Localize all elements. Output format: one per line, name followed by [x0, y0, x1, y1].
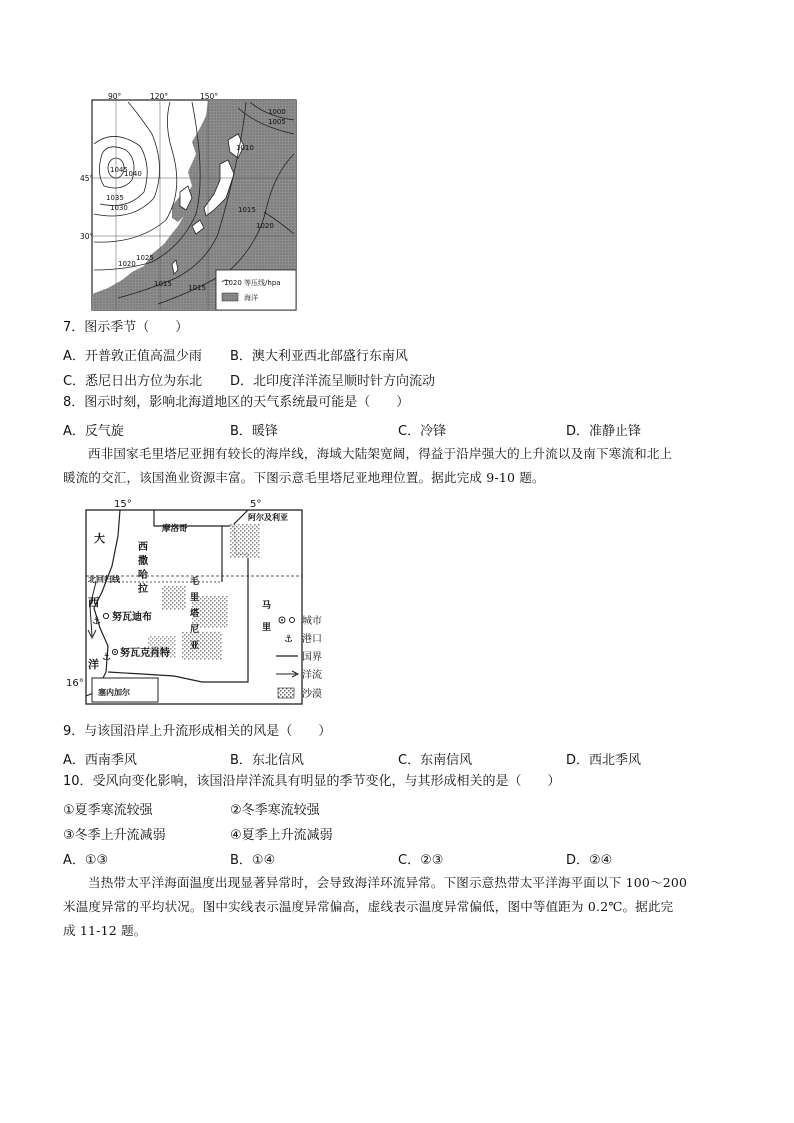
port-icon: ⚓	[102, 652, 111, 663]
question-8-option-a[interactable]: A．反气旋	[63, 424, 124, 439]
isobar-label: 1010	[236, 144, 254, 152]
isobar-label: 1045	[110, 166, 128, 174]
label-mauritania: 毛	[190, 577, 200, 587]
question-10-option-c[interactable]: C．②③	[398, 853, 444, 868]
question-7-option-b[interactable]: B．澳大利亚西北部盛行东南风	[230, 349, 408, 364]
isobar-label: 1020	[118, 260, 136, 268]
label-mauritania: 里	[190, 593, 200, 603]
label-atlantic: 西	[88, 596, 99, 609]
isobar-label: 1025	[136, 254, 154, 262]
isobar-label: 1015	[154, 280, 172, 288]
question-10-statement-3: ③冬季上升流减弱	[63, 828, 166, 843]
question-10-stem: 10．受风向变化影响，该国沿岸洋流具有明显的季节变化，与其形成相关的是（ ）	[63, 774, 561, 789]
isobar-label: 1015	[188, 284, 206, 292]
question-10-option-b[interactable]: B．①④	[230, 853, 276, 868]
question-10-statement-1: ①夏季寒流较强	[63, 803, 153, 818]
isobar-label: 1035	[106, 194, 124, 202]
question-10-statement-2: ②冬季寒流较强	[230, 803, 320, 818]
lon-label: 90°	[108, 92, 122, 101]
isobar-label: 1000	[268, 108, 286, 116]
lat-label: 16°	[66, 678, 84, 689]
legend-city: 城市	[302, 616, 322, 627]
label-mali: 里	[262, 623, 272, 633]
question-9-option-b[interactable]: B．东北信风	[230, 753, 304, 768]
question-7-option-a[interactable]: A．开普敦正值高温少雨	[63, 349, 202, 364]
label-algeria: 阿尔及利亚	[248, 513, 288, 522]
label-tropic: 北回归线	[88, 575, 120, 584]
intro-9-10-line2: 暖流的交汇，该国渔业资源丰富。下图示意毛里塔尼亚地理位置。据此完成 9-10 题。	[63, 470, 545, 485]
question-10-statement-4: ④夏季上升流减弱	[230, 828, 333, 843]
question-7-option-c[interactable]: C．悉尼日出方位为东北	[63, 374, 203, 389]
label-city-nouakchott: 努瓦克肖特	[120, 648, 170, 659]
isobar-label: 1040	[124, 170, 142, 178]
legend-border: 国界	[302, 652, 322, 663]
legend-isobar-label: 1020 等压线/hpa	[224, 279, 281, 287]
label-senegal: 塞内加尔	[98, 688, 130, 697]
question-10-option-a[interactable]: A．①③	[63, 853, 109, 868]
lat-label: 45°	[80, 174, 94, 183]
lon-label: 5°	[250, 499, 262, 510]
question-9-option-d[interactable]: D．西北季风	[566, 753, 642, 768]
label-morocco: 摩洛哥	[162, 524, 188, 534]
intro-11-12-line1: 当热带太平洋海面温度出现显著异常时，会导致海洋环流异常。下图示意热带太平洋海平面以下 100～200	[88, 875, 688, 890]
legend-port: 港口	[302, 634, 322, 645]
lon-label: 150°	[200, 92, 219, 101]
label-western-sahara: 哈	[138, 570, 148, 581]
isobar-label: 1005	[268, 118, 286, 126]
isobar-map	[80, 92, 298, 312]
lon-label: 120°	[150, 92, 169, 101]
mauritania-map	[62, 496, 340, 706]
legend-desert: 沙漠	[302, 689, 322, 700]
question-10-option-d[interactable]: D．②④	[566, 853, 613, 868]
port-icon: ⚓	[92, 616, 101, 627]
question-9-option-a[interactable]: A．西南季风	[63, 753, 137, 768]
label-atlantic: 大	[94, 532, 105, 545]
lat-label: 30°	[80, 232, 94, 241]
question-7-option-d[interactable]: D．北印度洋洋流呈顺时针方向流动	[230, 374, 436, 389]
question-7-stem: 7．图示季节（ ）	[63, 320, 189, 335]
label-western-sahara: 西	[138, 542, 148, 553]
question-8-stem: 8．图示时刻，影响北海道地区的天气系统最可能是（ ）	[63, 395, 410, 410]
lon-label: 15°	[114, 499, 132, 510]
question-8-option-c[interactable]: C．冷锋	[398, 424, 447, 439]
label-atlantic: 洋	[88, 658, 99, 671]
label-western-sahara: 拉	[138, 584, 148, 595]
intro-11-12-line3: 成 11-12 题。	[63, 923, 147, 938]
intro-11-12-line2: 米温度异常的平均状况。图中实线表示温度异常偏高，虚线表示温度异常偏低，图中等值距为 0.2℃。据此完	[63, 899, 674, 914]
question-9-option-c[interactable]: C．东南信风	[398, 753, 473, 768]
label-western-sahara: 撒	[138, 556, 148, 567]
legend-ocean-label: 海洋	[244, 294, 258, 302]
label-mali: 马	[262, 601, 272, 611]
legend-current: 洋流	[302, 670, 322, 681]
label-mauritania: 亚	[190, 641, 200, 651]
isobar-label: 1020	[256, 222, 274, 230]
label-mauritania: 塔	[190, 609, 200, 619]
question-8-option-b[interactable]: B．暖锋	[230, 424, 278, 439]
question-8-option-d[interactable]: D．准静止锋	[566, 424, 642, 439]
label-city-nouadhibou: 努瓦迪布	[112, 612, 152, 623]
label-mauritania: 尼	[190, 625, 200, 635]
isobar-label: 1030	[110, 204, 128, 212]
legend-port-icon: ⚓	[284, 634, 293, 645]
intro-9-10-line1: 西非国家毛里塔尼亚拥有较长的海岸线，海域大陆架宽阔，得益于沿岸强大的上升流以及南下寒流和北上	[88, 446, 673, 461]
question-9-stem: 9．与该国沿岸上升流形成相关的风是（ ）	[63, 724, 332, 739]
isobar-label: 1015	[238, 206, 256, 214]
